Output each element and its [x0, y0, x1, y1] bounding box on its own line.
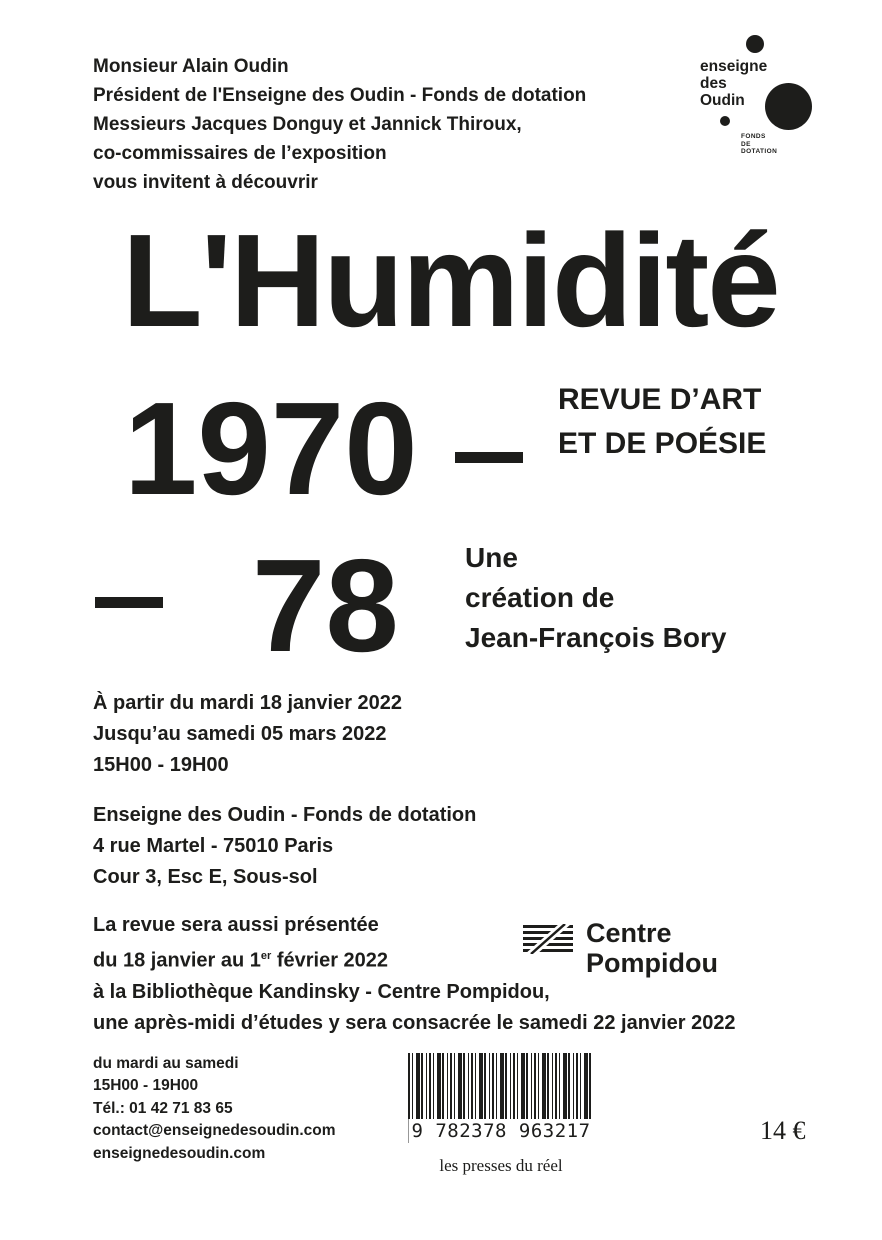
logo-dot-small-top-icon [746, 35, 764, 53]
dates-line-end: Jusqu’au samedi 05 mars 2022 [93, 723, 387, 745]
contact-website: enseignedesoudin.com [93, 1144, 266, 1162]
price: 14 € [760, 1116, 806, 1145]
logo-wordmark-line: Oudin [700, 92, 745, 109]
logo-dot-small-bottom-icon [720, 116, 730, 126]
logo-subtitle-line: FONDS [741, 133, 766, 140]
logo-wordmark-line: des [700, 75, 727, 92]
pompidou-wordmark-line: Pompidou [586, 948, 718, 978]
logo-subtitle-line: DOTATION [741, 148, 778, 155]
venue-street: 4 rue Martel - 75010 Paris [93, 835, 334, 857]
revue-subtitle-line: ET DE POÉSIE [558, 427, 767, 460]
exhibition-title: L'Humidité [122, 207, 779, 354]
creation-credit-line: création de [465, 582, 615, 613]
dash-before-year-end [95, 597, 163, 608]
dates-block [93, 688, 402, 781]
year-start: 1970 [124, 375, 418, 522]
presentation-line2-post: février 2022 [271, 949, 389, 972]
presentation-line: à la Bibliothèque Kandinsky - Centre Pompidou, [93, 980, 550, 1003]
ordinal-superscript: er [260, 950, 272, 962]
contact-phone: Tél.: 01 42 71 83 65 [93, 1099, 233, 1117]
venue-block [93, 800, 476, 893]
logo-subtitle-line: DE [741, 140, 751, 148]
contact-opening-days: du mardi au samedi [93, 1055, 239, 1072]
intro-line: Messieurs Jacques Donguy et Jannick Thiroux, [93, 114, 522, 135]
intro-line: Monsieur Alain Oudin [93, 56, 289, 77]
contact-email: contact@enseignedesoudin.com [93, 1122, 336, 1140]
intro-block [93, 52, 586, 197]
contact-opening-hours: 15H00 - 19H00 [93, 1077, 199, 1095]
pompidou-wordmark-line: Centre [586, 918, 672, 948]
presentation-line: une après-midi d’études y sera consacrée le samedi 22 janvier 2022 [93, 1011, 736, 1034]
intro-line: vous invitent à découvrir [93, 172, 318, 193]
dates-line-hours: 15H00 - 19H00 [93, 754, 229, 776]
venue-name: Enseigne des Oudin - Fonds de dotation [93, 804, 477, 826]
barcode [408, 1053, 594, 1143]
logo-wordmark-line: enseigne [700, 58, 768, 75]
dash-after-year-start [455, 452, 523, 463]
centre-pompidou-logo [523, 918, 718, 978]
pompidou-wordmark [586, 918, 718, 978]
contact-block [93, 1053, 336, 1165]
enseigne-oudin-logo [693, 33, 828, 161]
pompidou-stripes-icon [523, 924, 573, 954]
creation-credit [465, 538, 726, 658]
venue-details: Cour 3, Esc E, Sous-sol [93, 866, 318, 888]
year-end: 78 [252, 532, 399, 679]
revue-subtitle [558, 378, 766, 466]
logo-wordmark [700, 58, 767, 109]
presentation-line2-pre: du 18 janvier au 1 [93, 949, 261, 972]
publisher-name: les presses du réel [439, 1156, 563, 1175]
creation-credit-line: Jean-François Bory [465, 622, 727, 653]
intro-line: Président de l'Enseigne des Oudin - Fonds de dotation [93, 85, 587, 106]
barcode-number: 9 782378 963217 [408, 1119, 593, 1143]
revue-subtitle-line: REVUE D’ART [558, 383, 762, 416]
presentation-line: La revue sera aussi présentée [93, 914, 379, 936]
creation-credit-line: Une [465, 542, 518, 573]
dates-line-start: À partir du mardi 18 janvier 2022 [93, 692, 403, 714]
logo-dot-large-icon [765, 83, 812, 130]
intro-line: co-commissaires de l’exposition [93, 143, 387, 164]
logo-subtitle [741, 133, 777, 156]
